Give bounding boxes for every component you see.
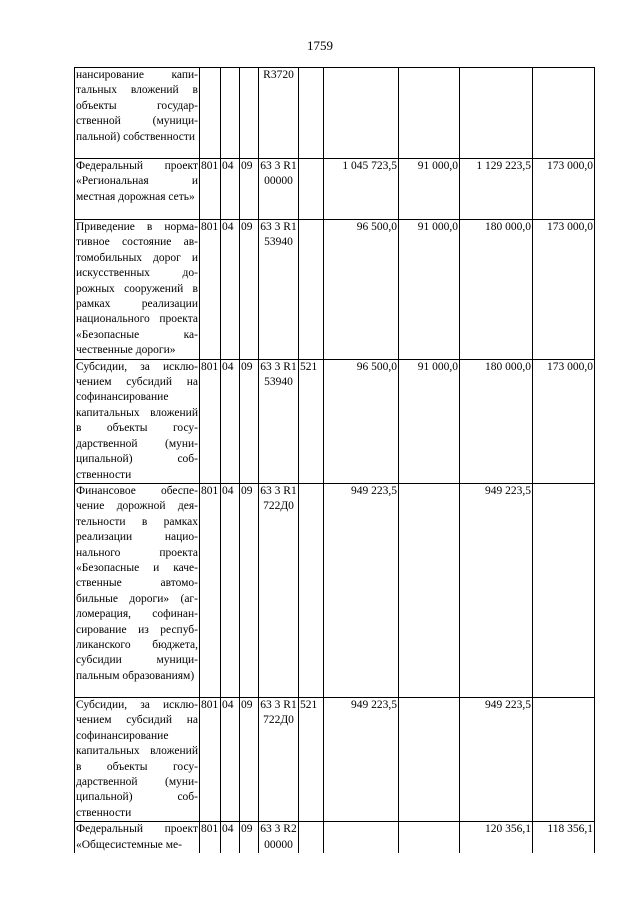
- target-article-cell: 63 3 R2 00000: [259, 822, 299, 853]
- ministry-code-cell: 801: [200, 220, 221, 360]
- amount-cell-2: 91 000,0: [399, 159, 460, 220]
- subsection-code-cell: [240, 68, 259, 159]
- table-row: [75, 220, 595, 360]
- amount-cell-2: [399, 483, 460, 697]
- subsection-code-cell: 09: [240, 822, 259, 853]
- row-name-cell: нансирование капитальных вложений в объекты государственной (муниципальной) собственности: [75, 68, 200, 159]
- table-row: [75, 697, 595, 821]
- expense-type-cell: 521: [299, 359, 324, 483]
- section-code-cell: [221, 68, 240, 159]
- amount-cell-1: [324, 68, 399, 159]
- section-code-cell: 04: [221, 483, 240, 697]
- amount-cell-2: 91 000,0: [399, 220, 460, 360]
- amount-cell-3: 180 000,0: [460, 220, 533, 360]
- target-article-cell: 63 3 R1 53940: [259, 359, 299, 483]
- amount-cell-1: 1 045 723,5: [324, 159, 399, 220]
- amount-cell-2: [399, 68, 460, 159]
- expense-type-cell: [299, 822, 324, 853]
- expense-type-cell: 521: [299, 697, 324, 821]
- row-name-cell: Субсидии, за исключением субсидий на софинансирование капитальных вложений в объекты государственной (муниципальной) собственности: [75, 697, 200, 821]
- amount-cell-2: [399, 697, 460, 821]
- amount-cell-3: 180 000,0: [460, 359, 533, 483]
- amount-cell-4: 118 356,1: [533, 822, 595, 853]
- table-row: [75, 483, 595, 697]
- expense-type-cell: [299, 68, 324, 159]
- expense-type-cell: [299, 483, 324, 697]
- section-code-cell: 04: [221, 220, 240, 360]
- table-row: [75, 159, 595, 220]
- row-name-cell: Субсидии, за исключением субсидий на софинансирование капитальных вложений в объекты государственной (муниципальной) собственности: [75, 359, 200, 483]
- expense-type-cell: [299, 159, 324, 220]
- ministry-code-cell: 801: [200, 483, 221, 697]
- budget-table: [74, 67, 595, 853]
- amount-cell-3: 949 223,5: [460, 697, 533, 821]
- ministry-code-cell: 801: [200, 822, 221, 853]
- target-article-cell: 63 3 R1 722Д0: [259, 697, 299, 821]
- row-name-cell: Федеральный проект «Региональная и местная дорожная сеть»: [75, 159, 200, 220]
- section-code-cell: 04: [221, 822, 240, 853]
- ministry-code-cell: 801: [200, 359, 221, 483]
- amount-cell-1: 949 223,5: [324, 697, 399, 821]
- table-row: [75, 822, 595, 853]
- target-article-cell: R3720: [259, 68, 299, 159]
- ministry-code-cell: 801: [200, 697, 221, 821]
- amount-cell-4: [533, 697, 595, 821]
- target-article-cell: 63 3 R1 53940: [259, 220, 299, 360]
- amount-cell-4: [533, 483, 595, 697]
- amount-cell-1: 96 500,0: [324, 359, 399, 483]
- amount-cell-2: 91 000,0: [399, 359, 460, 483]
- subsection-code-cell: 09: [240, 359, 259, 483]
- amount-cell-3: 949 223,5: [460, 483, 533, 697]
- amount-cell-1: 96 500,0: [324, 220, 399, 360]
- section-code-cell: 04: [221, 159, 240, 220]
- amount-cell-4: 173 000,0: [533, 159, 595, 220]
- ministry-code-cell: [200, 68, 221, 159]
- amount-cell-3: 120 356,1: [460, 822, 533, 853]
- table-row: [75, 68, 595, 159]
- amount-cell-4: [533, 68, 595, 159]
- page-number: 1759: [307, 38, 333, 53]
- row-name-cell: Финансовое обеспечение дорожной деятельности в рамках реализации национального проекта «Безопасные и качественные автомобильные дороги» (агломерация, софинансирование из республиканского бюджета, субсидии муниципальным образованиям): [75, 483, 200, 697]
- amount-cell-4: 173 000,0: [533, 220, 595, 360]
- target-article-cell: 63 3 R1 00000: [259, 159, 299, 220]
- row-name-cell: Федеральный проект «Общесистемные ме-: [75, 822, 200, 853]
- row-name-cell: Приведение в нормативное состояние автомобильных дорог и искусственных дорожных сооружений в рамках реализации национального проекта «Безопасные качественные дороги»: [75, 220, 200, 360]
- ministry-code-cell: 801: [200, 159, 221, 220]
- subsection-code-cell: 09: [240, 220, 259, 360]
- subsection-code-cell: 09: [240, 483, 259, 697]
- subsection-code-cell: 09: [240, 697, 259, 821]
- amount-cell-3: 1 129 223,5: [460, 159, 533, 220]
- amount-cell-3: [460, 68, 533, 159]
- section-code-cell: 04: [221, 359, 240, 483]
- section-code-cell: 04: [221, 697, 240, 821]
- amount-cell-1: 949 223,5: [324, 483, 399, 697]
- amount-cell-1: [324, 822, 399, 853]
- amount-cell-2: [399, 822, 460, 853]
- amount-cell-4: 173 000,0: [533, 359, 595, 483]
- target-article-cell: 63 3 R1 722Д0: [259, 483, 299, 697]
- table-row: [75, 359, 595, 483]
- subsection-code-cell: 09: [240, 159, 259, 220]
- expense-type-cell: [299, 220, 324, 360]
